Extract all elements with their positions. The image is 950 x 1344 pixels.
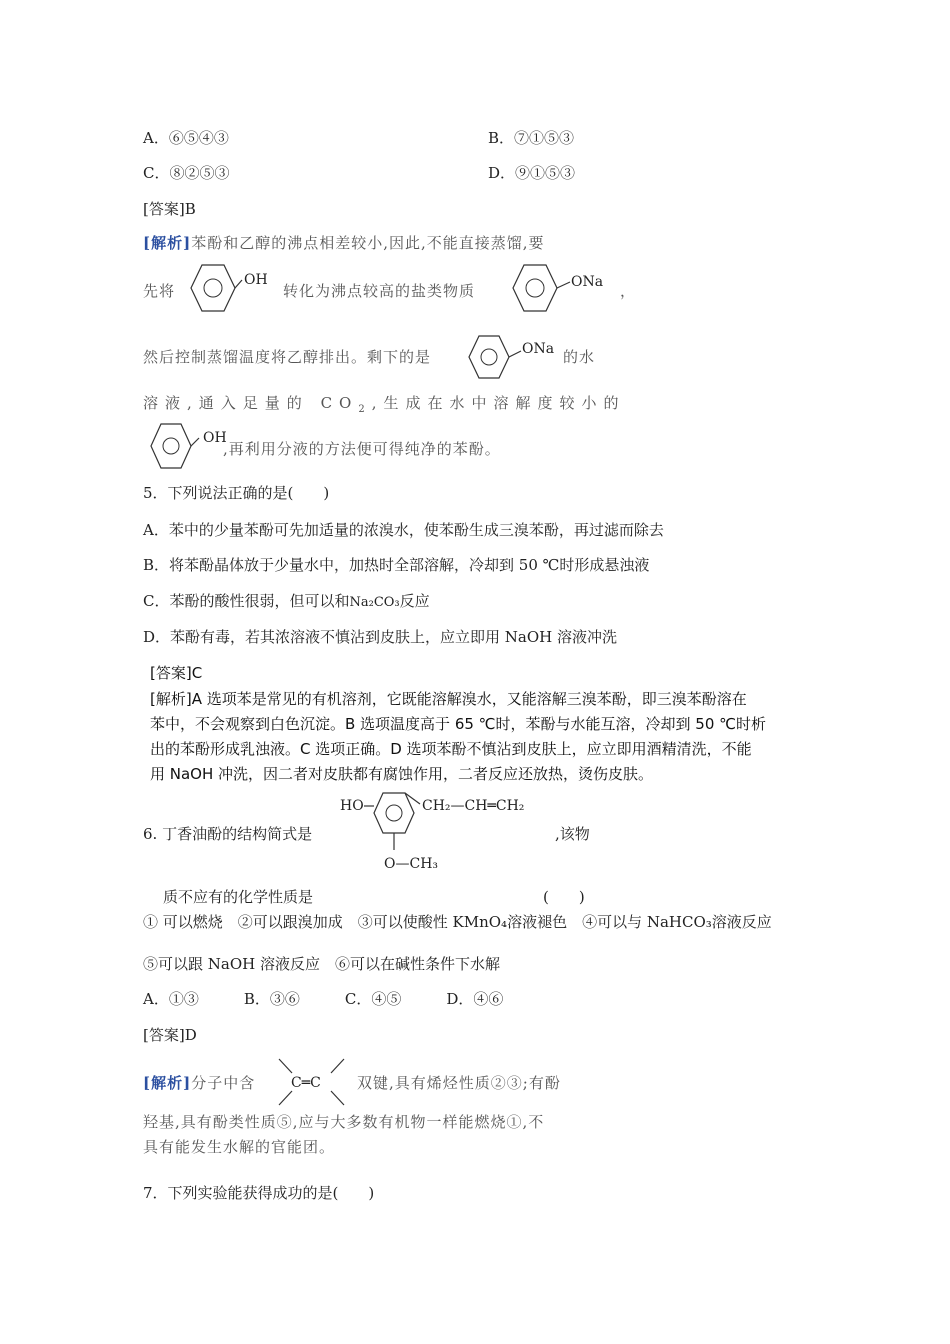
q5-analysis-line2: 苯中，不会观察到白色沉淀。B 选项温度高于 65 ℃时，苯酚与水能互溶，冷却到 50 ℃时析	[150, 715, 766, 733]
q6-analysis-line3: 具有能发生水解的官能团。	[143, 1138, 336, 1156]
q6-analysis-pre-text: 分子中含	[191, 1074, 256, 1092]
analysis-q4-line2-pre: 先将	[143, 282, 176, 300]
q5-analysis-line4: 用 NaOH 冲洗，因二者对皮肤都有腐蚀作用，二者反应还放热，烫伤皮肤。	[150, 765, 654, 783]
ona-label: ONa	[571, 274, 604, 290]
analysis-label: [解析]	[143, 1074, 192, 1092]
q5-c-chem: Na₂CO₃	[349, 595, 400, 610]
analysis-q4-line5: ,再利用分液的方法便可得纯净的苯酚。	[223, 440, 501, 458]
co2-subscript: 2	[358, 404, 372, 415]
methoxy-label: O—CH₃	[384, 856, 439, 872]
analysis-q4-line4	[143, 393, 626, 420]
question-6-stem-post: ,该物	[555, 825, 590, 843]
analysis-q4-line3-pre: 然后控制蒸馏温度将乙醇排出。剩下的是	[143, 348, 432, 366]
sodium-phenoxide-structure-1	[512, 262, 612, 322]
q5-c-post: 反应	[399, 592, 430, 610]
phenol-structure-1	[190, 262, 280, 322]
analysis-q4-line1	[143, 233, 545, 253]
co2-formula: CO	[320, 394, 359, 412]
analysis-label: [解析]	[143, 234, 192, 252]
line4-pre: 溶液,通入足量的	[143, 394, 309, 412]
q6-analysis-line2: 羟基,具有酚类性质⑤,应与大多数有机物一样能燃烧①,不	[143, 1113, 545, 1131]
line4-post: ,生成在水中溶解度较小的	[371, 394, 626, 412]
cc-double-bond-structure	[275, 1055, 355, 1110]
ona-label: ONa	[522, 341, 555, 357]
oh-label: OH	[244, 272, 268, 288]
option-a: A．⑥⑤④③	[143, 129, 229, 147]
analysis-q4-line2-mid: 转化为沸点较高的盐类物质	[283, 282, 476, 300]
q5-option-c	[143, 591, 430, 613]
cc-label: C═C	[291, 1075, 321, 1091]
analysis-text: 苯酚和乙醇的沸点相差较小,因此,不能直接蒸馏,要	[191, 234, 545, 252]
option-d: D．⑨①⑤③	[488, 164, 576, 182]
q6-properties-1: ① 可以燃烧 ②可以跟溴加成 ③可以使酸性 KMnO₄溶液褪色 ④可以与 NaHCO₃溶液反应	[143, 913, 772, 931]
sodium-phenoxide-structure-2	[467, 333, 567, 388]
q6-analysis-line1-pre	[143, 1073, 255, 1093]
analysis-q4-line2-post: ，	[620, 282, 637, 300]
q5-option-b: B．将苯酚晶体放于少量水中，加热时全部溶解，冷却到 50 ℃时形成悬浊液	[143, 556, 650, 574]
oh-label: OH	[203, 430, 227, 446]
q5-analysis-line3: 出的苯酚形成乳浊液。C 选项正确。D 选项苯酚不慎沾到皮肤上，应立即用酒精清洗，不能	[150, 740, 752, 758]
q6-options: A．①③ B．③⑥ C．④⑤ D．④⑥	[143, 990, 504, 1008]
q5-option-d: D．苯酚有毒，若其浓溶液不慎沾到皮肤上，应立即用 NaOH 溶液冲洗	[143, 628, 618, 646]
option-b: B．⑦①⑤③	[488, 129, 575, 147]
answer-q4: [答案]B	[143, 200, 196, 218]
answer-q6: [答案]D	[143, 1026, 197, 1044]
q6-properties-2: ⑤可以跟 NaOH 溶液反应 ⑥可以在碱性条件下水解	[143, 955, 500, 973]
q5-c-pre: C．苯酚的酸性很弱，但可以和	[143, 592, 350, 610]
allyl-chain-label: CH₂—CH═CH₂	[422, 798, 525, 814]
q5-option-a: A．苯中的少量苯酚可先加适量的浓溴水，使苯酚生成三溴苯酚，再过滤而除去	[143, 521, 664, 539]
question-6-stem2: 质不应有的化学性质是	[163, 888, 314, 906]
q6-analysis-line1-post: 双键,具有烯烃性质②③;有酚	[357, 1074, 561, 1092]
q5-analysis-line1: [解析]A 选项苯是常见的有机溶剂，它既能溶解溴水，又能溶解三溴苯酚，即三溴苯酚溶在	[150, 690, 747, 708]
question-6-stem: 6. 丁香油酚的结构简式是	[143, 825, 313, 843]
eugenol-structure	[340, 790, 560, 885]
ho-label: HO	[340, 798, 364, 814]
answer-q5: [答案]C	[150, 664, 203, 682]
option-c: C．⑧②⑤③	[143, 164, 230, 182]
analysis-q4-line3-post: 的水	[563, 348, 596, 366]
question-5-stem: 5．下列说法正确的是( )	[143, 484, 330, 502]
question-6-paren: ( )	[543, 888, 585, 906]
question-7-stem: 7．下列实验能获得成功的是( )	[143, 1184, 375, 1202]
